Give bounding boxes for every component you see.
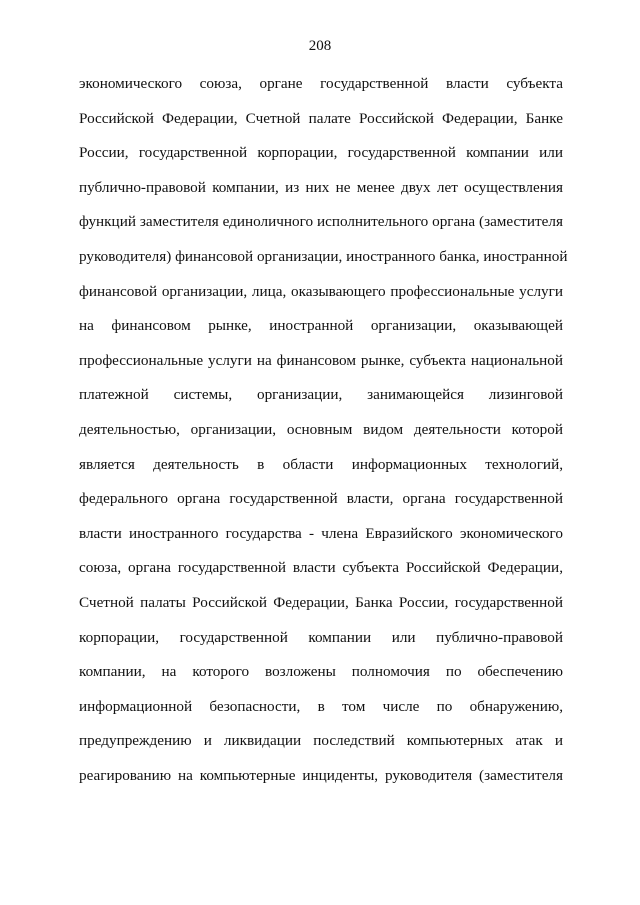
text-line: экономического союза, органе государственной власти субъекта xyxy=(79,75,563,92)
page-number: 208 xyxy=(308,38,332,54)
text-line: предупреждению и ликвидации последствий компьютерных атак и xyxy=(79,732,563,750)
text-line: публично-правовой компании, из них не менее двух лет осуществления xyxy=(79,178,563,196)
text-line: платежной системы, организации, занимающейся лизинговой xyxy=(79,386,563,404)
text-line: федерального органа государственной власти, органа государственной xyxy=(79,490,563,508)
text-line: является деятельность в области информационных технологий, xyxy=(79,455,563,473)
text-line: на финансовом рынке, иностранной организации, оказывающей xyxy=(79,317,563,335)
text-line: компании, на которого возложены полномочия по обеспечению xyxy=(79,663,563,681)
text-line: профессиональные услуги на финансовом рынке, субъекта национальной xyxy=(79,351,563,369)
text-line: финансовой организации, лица, оказывающего профессиональные услуги xyxy=(79,282,563,300)
text-line: Счетной палаты Российской Федерации, Банка России, государственной xyxy=(79,593,563,611)
text-line: корпорации, государственной компании или публично-правовой xyxy=(79,628,563,646)
text-line: власти иностранного государства - члена Евразийского экономического xyxy=(79,524,563,542)
text-line: реагированию на компьютерные инциденты, руководителя (заместителя xyxy=(79,766,563,784)
body-text xyxy=(79,67,568,793)
text-line: деятельностью, организации, основным видом деятельности которой xyxy=(79,420,563,438)
text-line: Российской Федерации, Счетной палате Российской Федерации, Банке xyxy=(79,109,563,127)
text-line: России, государственной корпорации, государственной компании или xyxy=(79,144,563,162)
text-line: союза, органа государственной власти субъекта Российской Федерации, xyxy=(79,559,563,577)
text-line: информационной безопасности, в том числе по обнаружению, xyxy=(79,697,563,715)
text-line: функций заместителя единоличного исполнительного органа (заместителя xyxy=(79,213,563,231)
text-line: руководителя) финансовой организации, иностранного банка, иностранной xyxy=(79,247,568,265)
